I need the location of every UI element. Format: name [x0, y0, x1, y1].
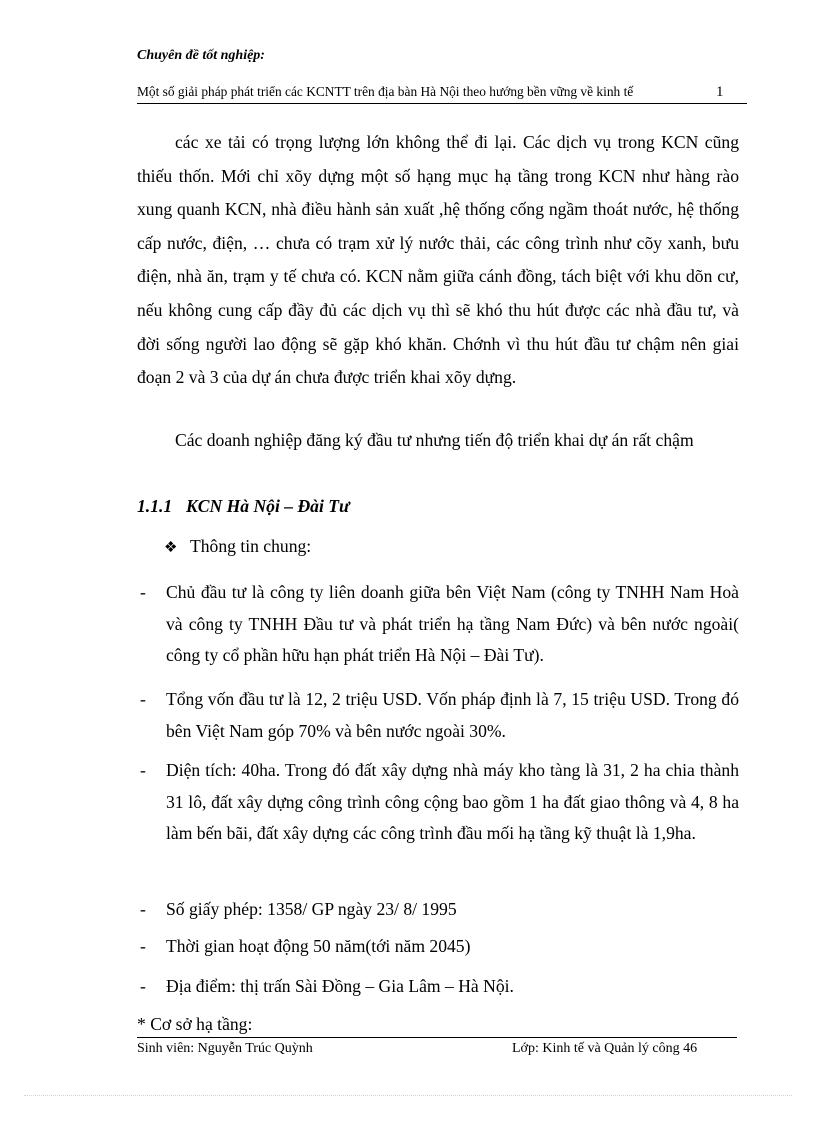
list-item-text: Tổng vốn đầu tư là 12, 2 triệu USD. Vốn pháp định là 7, 15 triệu USD. Trong đó bên Việt Nam góp 70% và bên nước ngoài 30%. [166, 689, 739, 741]
footer-divider [137, 1037, 737, 1038]
paragraph [137, 126, 739, 395]
section-title: KCN Hà Nội – Đài Tư [186, 496, 350, 516]
list-item [137, 577, 739, 672]
paragraph-text: các xe tải có trọng lượng lớn không thể đi lại. Các dịch vụ trong KCN cũng thiếu thốn. Mới chỉ xõy dựng một số hạng mục hạ tầng trong KCN như hàng rào xung quanh KCN, nhà điều hành sản xuất ,hệ thống cống ngầm thoát nước, hệ thống cấp nước, điện, … chưa có trạm xử lý nước thải, các công trình như cõy xanh, bưu điện, nhà ăn, trạm y tế chưa có. KCN nằm giữa cánh đồng, tách biệt với khu dõn cư, nếu không cung cấp đầy đủ các dịch vụ thì sẽ khó thu hút được các nhà đầu tư, và đời sống người lao động sẽ gặp khó khăn. Chớnh vì thu hút đầu tư chậm nên giai đoạn 2 và 3 của dự án chưa được triển khai xõy dựng. [137, 132, 739, 388]
section-heading [137, 496, 350, 517]
list-item-text: Số giấy phép: 1358/ GP ngày 23/ 8/ 1995 [166, 899, 457, 919]
list-item [137, 894, 739, 926]
dash-bullet: - [140, 899, 146, 919]
paragraph [137, 424, 739, 458]
list-item-text: Chủ đầu tư là công ty liên doanh giữa bên Việt Nam (công ty TNHH Nam Hoà và công ty TNHH Đầu tư và phát triển hạ tầng Nam Đức) và bên nước ngoài( công ty cổ phần hữu hạn phát triển Hà Nội – Đài Tư). [166, 582, 739, 665]
list-item-text: Thời gian hoạt động 50 năm(tới năm 2045) [166, 936, 471, 956]
infrastructure-label: * Cơ sở hạ tầng: [137, 1014, 253, 1034]
section-number: 1.1.1 [137, 496, 173, 516]
general-info-label: Thông tin chung: [190, 536, 312, 556]
list-item-text: Địa điểm: thị trấn Sài Đồng – Gia Lâm – Hà Nội. [166, 976, 514, 996]
dash-bullet: - [140, 760, 146, 780]
diamond-bullet-icon: ❖ [164, 540, 178, 556]
footer-student: Sinh viên: Nguyễn Trúc Quỳnh [137, 1041, 313, 1056]
header-divider [137, 103, 747, 104]
list-item [137, 684, 739, 747]
list-item-text: Diện tích: 40ha. Trong đó đất xây dựng nhà máy kho tàng là 31, 2 ha chia thành 31 lô, đất xây dựng công trình công cộng bao gồm 1 ha đất giao thông và 4, 8 ha làm bến bãi, đất xây dựng các công trình đầu mối hạ tầng kỹ thuật là 1,9ha. [166, 760, 739, 843]
header-subtitle: Một số giải pháp phát triển các KCNTT trên địa bàn Hà Nội theo hướng bền vững về kinh tế [137, 84, 634, 99]
list-item [137, 931, 739, 963]
header-title: Chuyên đề tốt nghiệp: [137, 48, 265, 63]
dash-bullet: - [140, 936, 146, 956]
dash-bullet: - [140, 582, 146, 602]
list-item [137, 971, 739, 1003]
paragraph-text: Các doanh nghiệp đăng ký đầu tư nhưng tiến độ triển khai dự án rất chậm [175, 430, 694, 450]
general-info-heading [164, 536, 311, 557]
list-item [137, 755, 739, 850]
dash-bullet: - [140, 976, 146, 996]
page-number: 1 [716, 84, 724, 100]
footer-class: Lớp: Kinh tế và Quản lý công 46 [512, 1041, 698, 1056]
page-break-line [24, 1095, 792, 1096]
dash-bullet: - [140, 689, 146, 709]
